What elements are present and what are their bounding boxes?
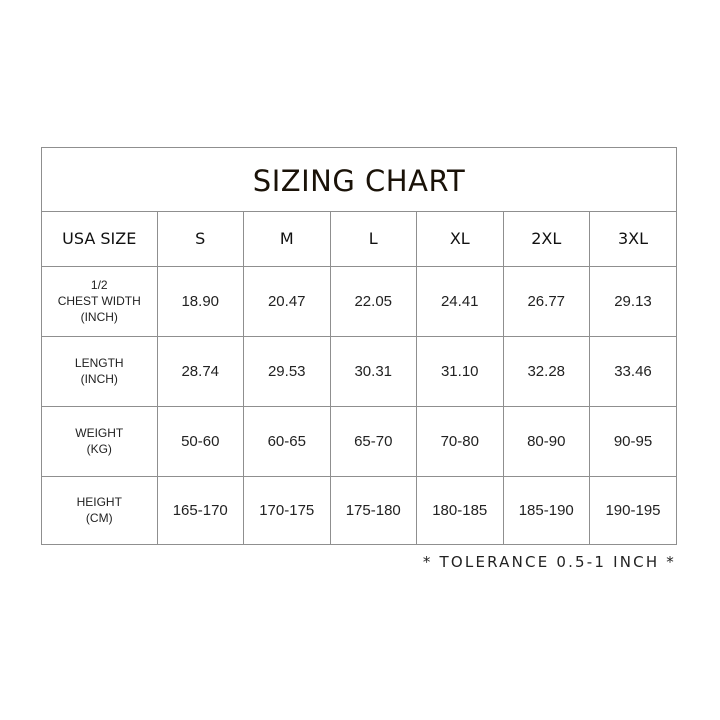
table-cell: 26.77 — [503, 266, 590, 336]
table-cell: 20.47 — [244, 266, 331, 336]
header-label: USA SIZE — [42, 212, 157, 266]
size-header: M — [244, 212, 331, 266]
table-row — [42, 336, 676, 406]
table-cell: 190-195 — [605, 501, 661, 519]
table-cell: 65-70 — [330, 406, 417, 476]
size-header: L — [330, 212, 417, 266]
table-row — [42, 266, 676, 336]
table-cell: 33.46 — [590, 336, 677, 406]
size-header: S — [157, 212, 244, 266]
table-cell: 180-185 — [417, 476, 504, 544]
table-cell: 30.31 — [330, 336, 417, 406]
row-label: 1/2 CHEST WIDTH (INCH) — [42, 266, 157, 336]
table-row — [42, 406, 676, 476]
size-table — [42, 212, 676, 544]
row-label: LENGTH (INCH) — [42, 336, 157, 406]
table-cell: 32.28 — [503, 336, 590, 406]
chart-title: SIZING CHART — [42, 148, 676, 212]
table-cell: 29.13 — [590, 266, 677, 336]
table-cell: 185-190 — [503, 476, 590, 544]
table-cell: 28.74 — [157, 336, 244, 406]
table-cell: 31.10 — [417, 336, 504, 406]
row-label: WEIGHT (KG) — [42, 406, 157, 476]
table-cell: 90-95 — [590, 406, 677, 476]
table-cell: 80-90 — [503, 406, 590, 476]
table-cell: 24.41 — [417, 266, 504, 336]
table-row — [42, 476, 676, 544]
table-cell: 175-180 — [330, 476, 417, 544]
table-cell: 70-80 — [417, 406, 504, 476]
table-cell: 165-170 — [157, 476, 244, 544]
table-cell: 22.05 — [330, 266, 417, 336]
sizing-chart — [41, 147, 677, 545]
size-header: XL — [417, 212, 504, 266]
table-cell: 170-175 — [244, 476, 331, 544]
size-header: 3XL — [590, 212, 677, 266]
row-label: HEIGHT (CM) — [42, 476, 157, 544]
size-header: 2XL — [503, 212, 590, 266]
tolerance-note: * TOLERANCE 0.5-1 INCH * — [422, 553, 676, 571]
table-header-row — [42, 212, 676, 266]
table-cell: 18.90 — [157, 266, 244, 336]
table-cell: 50-60 — [157, 406, 244, 476]
table-cell: 60-65 — [244, 406, 331, 476]
table-cell: 29.53 — [244, 336, 331, 406]
